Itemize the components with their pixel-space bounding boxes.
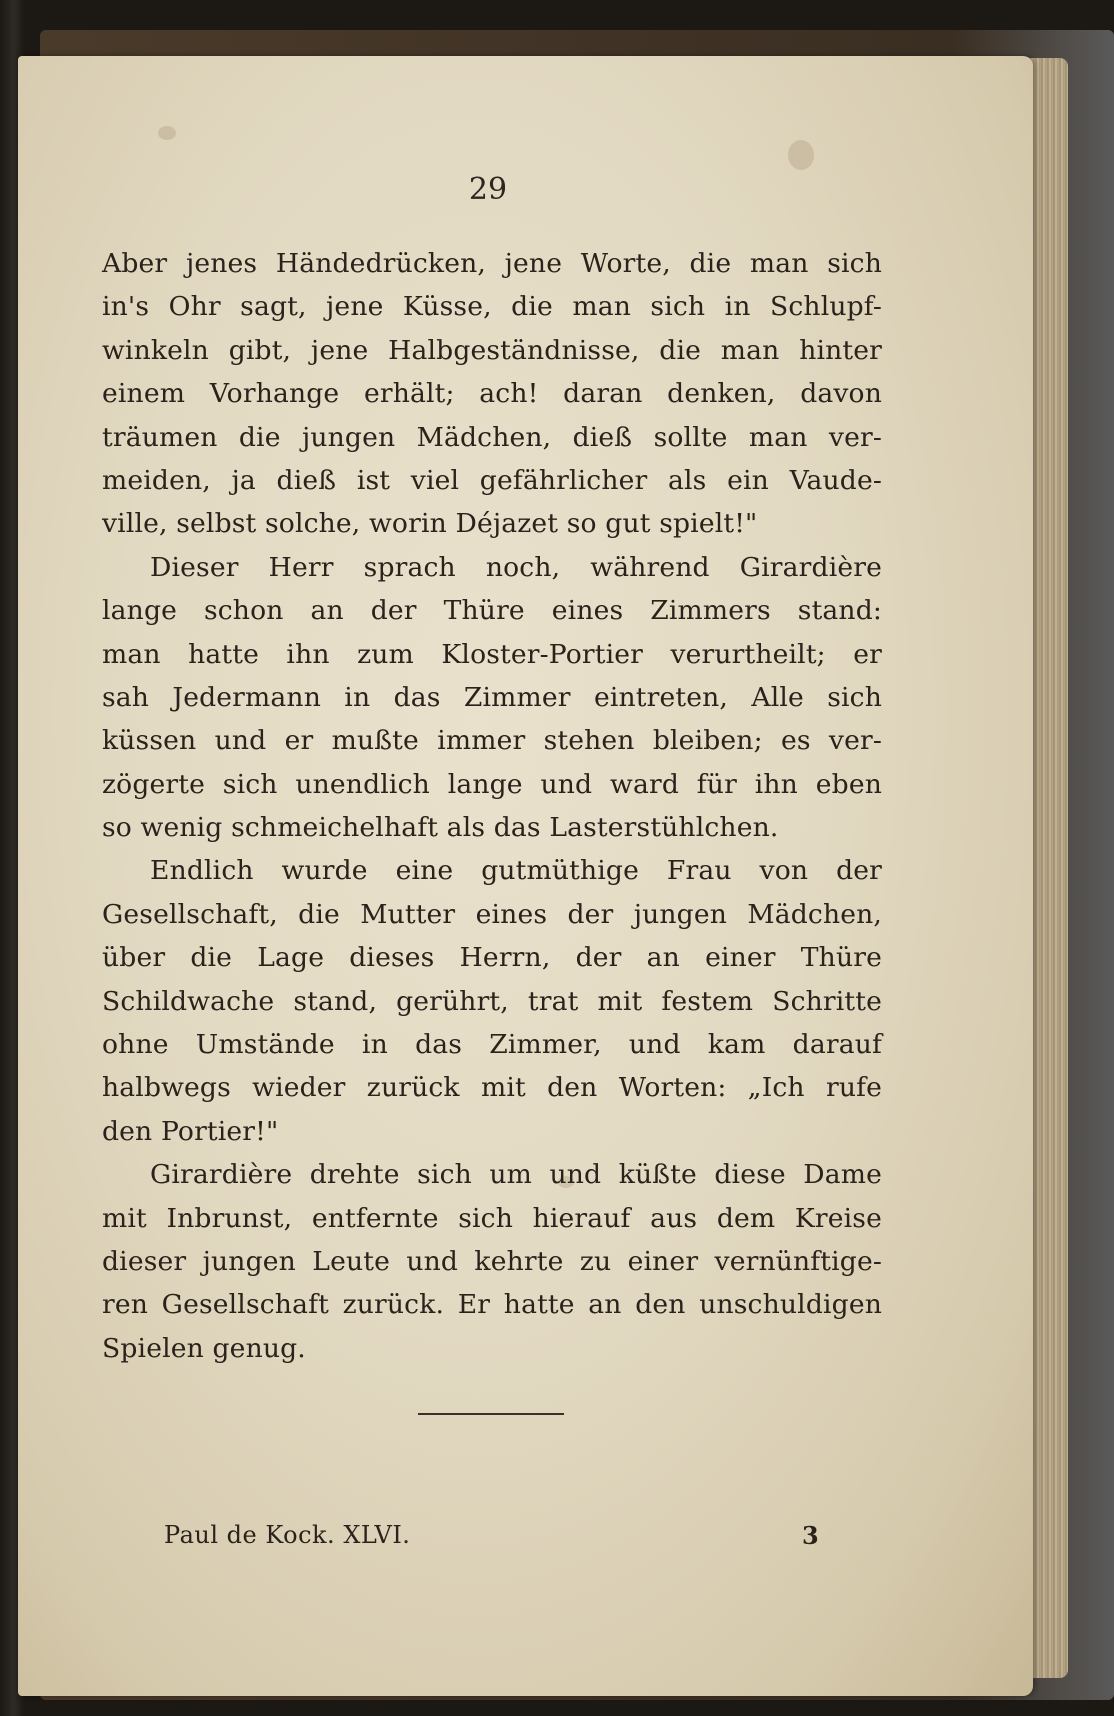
text-line: Gesellschaft, die Mutter eines der jungen Mädchen, bbox=[102, 898, 882, 930]
text-line: ville, selbst solche, worin Déjazet so gut spielt!" bbox=[102, 508, 758, 540]
text-line: in's Ohr sagt, jene Küsse, die man sich in Schlupf- bbox=[102, 291, 882, 323]
text-line: Schildwache stand, gerührt, trat mit festem Schritte bbox=[102, 985, 882, 1017]
section-divider bbox=[418, 1413, 564, 1415]
text-line: winkeln gibt, jene Halbgeständnisse, die man hinter bbox=[102, 334, 882, 366]
text-line: einem Vorhange erhält; ach! daran denken, davon bbox=[102, 378, 882, 410]
page-number: 29 bbox=[468, 172, 508, 207]
text-line: Spielen genug. bbox=[102, 1332, 306, 1364]
text-line: Dieser Herr sprach noch, während Girardière bbox=[150, 551, 882, 583]
text-line: zögerte sich unendlich lange und ward für ihn eben bbox=[102, 768, 882, 800]
text-line: ren Gesellschaft zurück. Er hatte an den unschuldigen bbox=[102, 1289, 882, 1321]
text-line: meiden, ja dieß ist viel gefährlicher als ein Vaude- bbox=[102, 464, 882, 496]
text-line: dieser jungen Leute und kehrte zu einer vernünftige- bbox=[102, 1245, 882, 1277]
paper-stain bbox=[788, 140, 814, 170]
text-line: Aber jenes Händedrücken, jene Worte, die man sich bbox=[102, 248, 882, 279]
text-line: über die Lage dieses Herrn, der an einer Thüre bbox=[102, 942, 882, 974]
paper-stain bbox=[158, 126, 176, 140]
text-line: ohne Umstände in das Zimmer, und kam darauf bbox=[102, 1029, 882, 1061]
text-line: lange schon an der Thüre eines Zimmers stand: bbox=[102, 595, 882, 627]
text-line: sah Jedermann in das Zimmer eintreten, Alle sich bbox=[102, 681, 882, 713]
text-line: küssen und er mußte immer stehen bleiben; es ver- bbox=[102, 725, 882, 757]
text-line: Girardière drehte sich um und küßte diese Dame bbox=[150, 1159, 882, 1191]
text-line: träumen die jungen Mädchen, dieß sollte man ver- bbox=[102, 421, 882, 453]
text-line: mit Inbrunst, entfernte sich hierauf aus dem Kreise bbox=[102, 1202, 882, 1234]
text-line: den Portier!" bbox=[102, 1115, 279, 1147]
text-line: so wenig schmeichelhaft als das Lasterstühlchen. bbox=[102, 812, 779, 844]
text-line: man hatte ihn zum Kloster-Portier verurtheilt; er bbox=[102, 638, 882, 670]
sheet-number: 3 bbox=[802, 1521, 819, 1550]
body-text bbox=[102, 242, 882, 1370]
text-line: halbwegs wieder zurück mit den Worten: „Ich rufe bbox=[102, 1072, 882, 1104]
text-line: Endlich wurde eine gutmüthige Frau von der bbox=[150, 855, 882, 887]
printer-signature: Paul de Kock. XLVI. bbox=[164, 1521, 411, 1549]
page-sheet bbox=[18, 56, 1033, 1696]
